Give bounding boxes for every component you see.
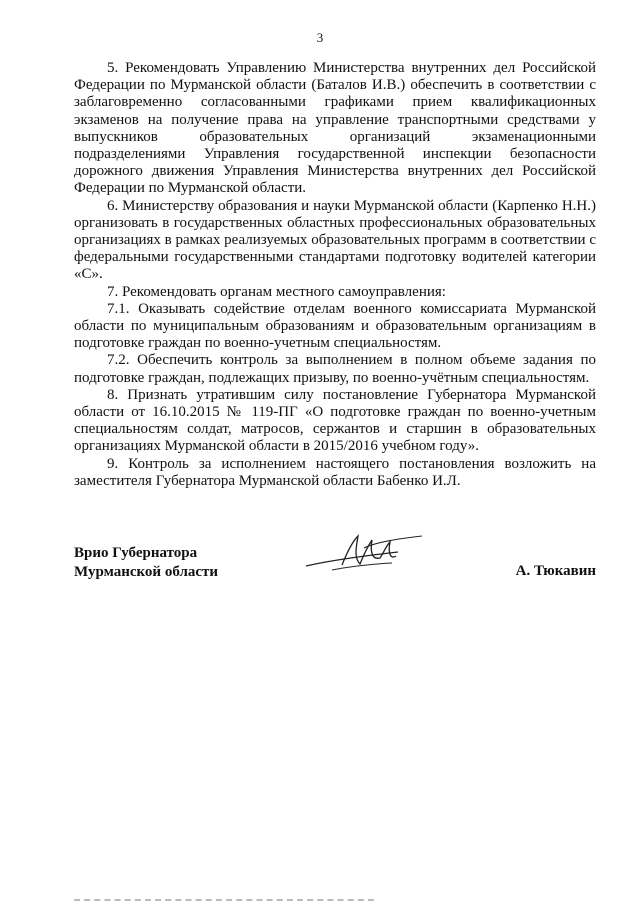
handwritten-signature	[302, 530, 442, 580]
scan-edge-artifact	[74, 899, 374, 905]
signer-name: А. Тюкавин	[515, 563, 596, 579]
paragraph-8: 8. Признать утратившим силу постановление Губернатора Мурманской области от 16.10.2015 № 119-ПГ «О подготовке граждан по военно-учетным специальностям солдат, матросов, сержантов и старшин в образовательных организациях Мурманской области в 2015/2016 учебном году».	[74, 386, 596, 455]
signer-title-line-1: Врио Губернатора	[74, 545, 198, 561]
paragraph-5: 5. Рекомендовать Управлению Министерства внутренних дел Российской Федерации по Мурманской области (Баталов И.В.) обеспечить в соответствии с заблаговременно согласованными графиками прием квалификационных экзаменов на получение права на управление транспортными средствами у выпускников образовательных организаций экзаменационными подразделениями Управления государственной инспекции безопасности дорожного движения Управления Министерства внутренних дел Российской Федерации по Мурманской области.	[74, 60, 596, 197]
signature-block	[74, 530, 596, 600]
paragraph-9: 9. Контроль за исполнением настоящего постановления возложить на заместителя Губернатора Мурманской области Бабенко И.Л.	[74, 455, 596, 489]
paragraph-7-2: 7.2. Обеспечить контроль за выполнением в полном объеме задания по подготовке граждан, подлежащих призыву, по военно-учётным специальностям.	[74, 352, 596, 386]
signer-title-line-2: Мурманской области	[74, 564, 219, 580]
page-number: 3	[316, 30, 324, 45]
signer-title	[74, 544, 218, 582]
paragraph-7-1: 7.1. Оказывать содействие отделам военного комиссариата Мурманской области по муниципальным образованиям и образовательным организациям в подготовке граждан по военно-учетным специальностям.	[74, 300, 596, 352]
paragraph-7: 7. Рекомендовать органам местного самоуправления:	[107, 283, 446, 300]
paragraph-6: 6. Министерству образования и науки Мурманской области (Карпенко Н.Н.) организовать в государственных областных профессиональных образовательных организациях в рамках реализуемых образовательных программ в соответствии с федеральными государственными стандартами подготовку водителей категории «С».	[74, 197, 596, 283]
document-body	[74, 60, 596, 490]
